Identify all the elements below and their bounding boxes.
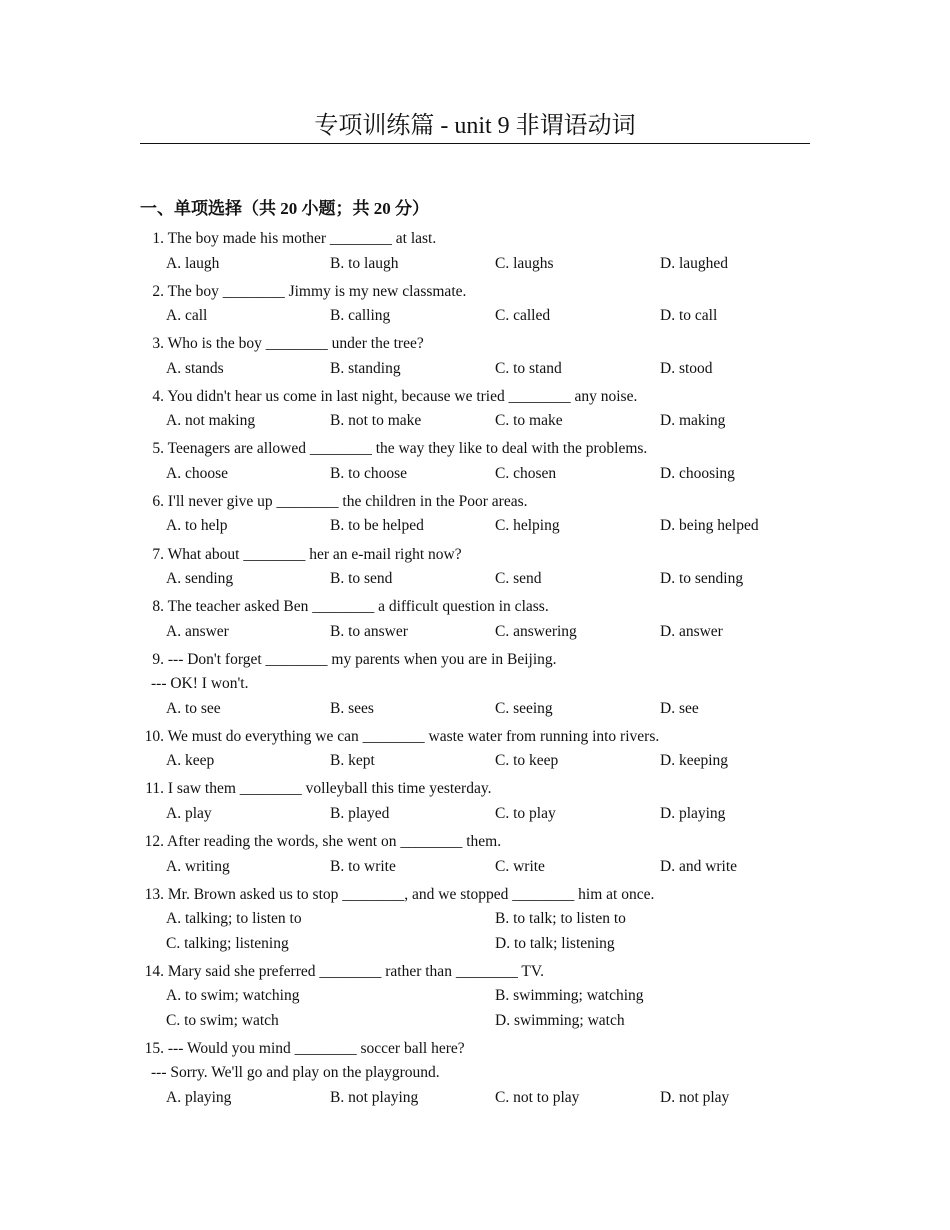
answer-option[interactable]: D. to sending [660,570,744,588]
answer-option[interactable]: A. sending [166,570,234,588]
answer-option[interactable]: D. not play [660,1088,730,1106]
options-row [140,855,820,880]
question-number: 15. [144,1039,164,1057]
question-item [140,883,820,957]
answer-option[interactable]: C. called [495,307,551,325]
options-row [140,357,820,382]
answer-option[interactable]: C. seeing [495,699,553,717]
options-row [140,984,820,1009]
options-row [140,697,820,722]
answer-option[interactable]: B. kept [330,752,375,770]
question-stem: Teenagers are allowed ________ the way they like to deal with the problems. [167,440,648,458]
question-number: 12. [144,833,164,851]
answer-option[interactable]: B. to talk; to listen to [495,910,626,928]
question-number: 10. [144,727,164,745]
answer-option[interactable]: B. played [330,804,390,822]
answer-option[interactable]: A. laugh [166,254,220,272]
options-row [140,252,820,277]
answer-option[interactable]: A. keep [166,752,215,770]
answer-option[interactable]: D. answer [660,622,723,640]
answer-option[interactable]: A. call [166,307,208,325]
question-stem: After reading the words, she went on ________ them. [167,833,502,851]
answer-option[interactable]: C. to make [495,412,563,430]
question-stem: Mary said she preferred ________ rather than ________ TV. [167,962,544,980]
options-row [140,749,820,774]
answer-option[interactable]: D. keeping [660,752,729,770]
question-number: 6. [152,492,164,510]
answer-option[interactable]: D. making [660,412,726,430]
question-number: 9. [152,650,164,668]
question-number: 1. [152,230,164,247]
question-number: 4. [152,387,164,405]
answer-option[interactable]: B. to be helped [330,517,424,535]
answer-option[interactable]: A. to swim; watching [166,987,300,1005]
answer-option[interactable]: A. answer [166,622,229,640]
question-stem: I'll never give up ________ the children in the Poor areas. [167,492,528,510]
question-stem: Mr. Brown asked us to stop ________, and we stopped ________ him at once. [167,885,655,903]
options-row [140,409,820,434]
answer-option[interactable]: B. not to make [330,412,422,430]
answer-option[interactable]: A. not making [166,412,256,430]
question-item [140,543,820,592]
answer-option[interactable]: C. chosen [495,464,557,482]
question-number: 3. [152,335,164,353]
dialog-reply: --- OK! I won't. [151,675,249,693]
question-item [140,437,820,486]
answer-option[interactable]: D. playing [660,804,726,822]
answer-option[interactable]: D. choosing [660,464,735,482]
answer-option[interactable]: A. play [166,804,212,822]
answer-option[interactable]: D. to talk; listening [495,934,615,952]
question-item [140,332,820,381]
answer-option[interactable]: B. calling [330,307,391,325]
answer-option[interactable]: B. to answer [330,622,408,640]
answer-option[interactable]: C. to play [495,804,556,822]
question-item [140,725,820,774]
question-stem: Who is the boy ________ under the tree? [167,335,424,353]
answer-option[interactable]: C. send [495,570,542,588]
question-item [140,385,820,434]
options-row [140,907,820,932]
question-list [140,227,820,1110]
question-stem: The boy made his mother ________ at last. [167,230,437,247]
question-item [140,595,820,644]
answer-option[interactable]: B. standing [330,359,401,377]
question-item [140,648,820,722]
answer-option[interactable]: C. to stand [495,359,562,377]
question-number: 5. [152,440,164,458]
question-number: 11. [145,780,164,798]
question-number: 13. [144,885,164,903]
question-item [140,490,820,539]
dialog-reply: --- Sorry. We'll go and play on the playground. [151,1064,440,1082]
question-number: 7. [152,545,164,563]
answer-option[interactable]: B. to choose [330,464,408,482]
question-stem: --- Would you mind ________ soccer ball here? [167,1039,465,1057]
answer-option[interactable]: B. not playing [330,1088,419,1106]
options-row [140,932,820,957]
answer-option[interactable]: A. choose [166,464,228,482]
answer-option[interactable]: B. to write [330,857,396,875]
question-item [140,960,820,1034]
options-row [140,620,820,645]
question-stem: The boy ________ Jimmy is my new classmate. [167,282,467,300]
question-stem: You didn't hear us come in last night, because we tried ________ any noise. [167,387,638,405]
question-number: 2. [152,282,164,300]
answer-option[interactable]: D. laughed [660,254,729,272]
question-number: 14. [144,962,164,980]
answer-option[interactable]: C. not to play [495,1088,580,1106]
answer-option[interactable]: C. write [495,857,545,875]
answer-option[interactable]: A. playing [166,1088,232,1106]
answer-option[interactable]: A. talking; to listen to [166,910,302,928]
answer-option[interactable]: C. to swim; watch [166,1011,279,1029]
question-stem: What about ________ her an e-mail right now? [167,545,462,563]
answer-option[interactable]: B. swimming; watching [495,987,644,1005]
answer-option[interactable]: C. helping [495,517,560,535]
answer-option[interactable]: D. swimming; watch [495,1011,625,1029]
answer-option[interactable]: A. stands [166,359,224,377]
question-item [140,280,820,329]
answer-option[interactable]: C. to keep [495,752,559,770]
answer-option[interactable]: D. to call [660,307,718,325]
page-title: 专项训练篇 - unit 9 非谓语动词 [140,110,810,144]
answer-option[interactable]: B. to laugh [330,254,399,272]
question-number: 8. [152,598,164,616]
question-item [140,830,820,879]
options-row [140,567,820,592]
options-row [140,1086,820,1111]
answer-option[interactable]: D. stood [660,359,713,377]
question-stem: The teacher asked Ben ________ a difficult question in class. [167,598,549,616]
options-row [140,802,820,827]
question-stem: I saw them ________ volleyball this time yesterday. [167,780,492,798]
answer-option[interactable]: C. talking; listening [166,934,289,952]
options-row [140,1009,820,1034]
answer-option[interactable]: A. to help [166,517,228,535]
question-item [140,1037,820,1111]
answer-option[interactable]: B. sees [330,699,374,717]
answer-option[interactable]: D. and write [660,857,738,875]
answer-option[interactable]: C. answering [495,622,577,640]
question-item [140,777,820,826]
answer-option[interactable]: A. writing [166,857,230,875]
options-row [140,514,820,539]
question-stem: We must do everything we can ________ waste water from running into rivers. [167,727,660,745]
answer-option[interactable]: D. see [660,699,699,717]
section-heading: 一、单项选择（共 20 小题；共 20 分） [140,199,429,218]
answer-option[interactable]: D. being helped [660,517,759,535]
question-item [140,227,820,276]
options-row [140,462,820,487]
answer-option[interactable]: A. to see [166,699,221,717]
options-row [140,304,820,329]
answer-option[interactable]: B. to send [330,570,393,588]
answer-option[interactable]: C. laughs [495,254,554,272]
question-stem: --- Don't forget ________ my parents when you are in Beijing. [167,650,557,668]
